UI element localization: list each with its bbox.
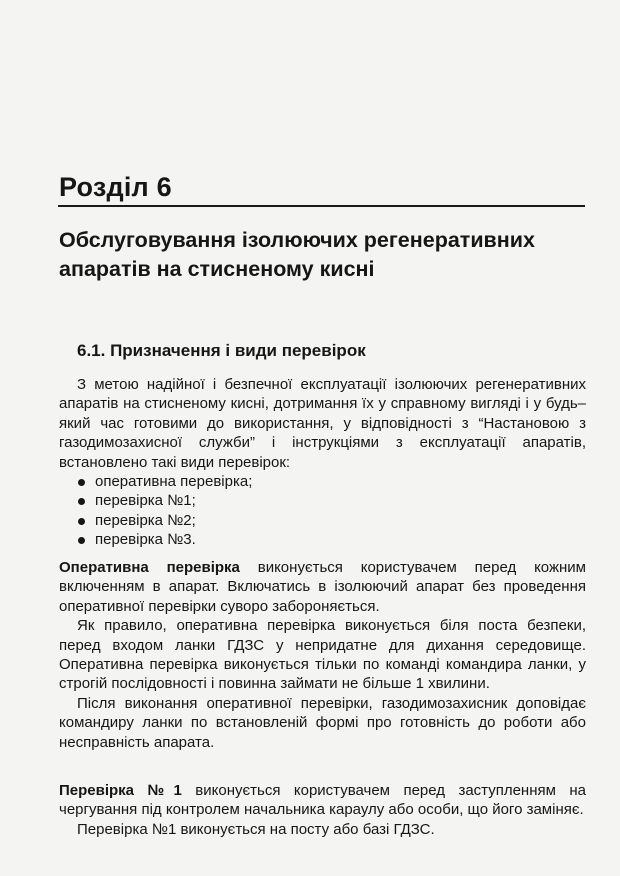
chapter-rule [58, 205, 585, 207]
bullet-icon [78, 479, 85, 486]
operative-paragraph-3: Після виконання оперативної перевірки, газодимозахисник доповідає командиру ланки по встановленій формі про готовність до роботи або несправність апарата. [59, 694, 586, 751]
operative-text-1: виконується користувачем перед кожним включенням в апарат. Включатись в ізолюючий апарат без проведення оперативної перевірки суворо забороняється. [59, 559, 586, 615]
list-item [77, 472, 586, 491]
checks-list [59, 472, 586, 550]
bullet-icon [78, 498, 85, 505]
bullet-icon [78, 518, 85, 525]
operative-paragraph-1 [59, 558, 586, 616]
operative-term: Оперативна перевірка [59, 559, 240, 576]
list-item-text: перевірка №2; [95, 511, 196, 529]
operative-block [59, 558, 586, 752]
list-item-text: перевірка №1; [95, 492, 196, 510]
list-item-text: оперативна перевірка; [95, 473, 253, 491]
list-item-text: перевірка №3. [95, 531, 196, 549]
chapter-title: Обслуговування ізолюючих регенеративних апаратів на стисненому кисні [59, 228, 535, 281]
intro-block [59, 375, 586, 550]
bullet-icon [78, 537, 85, 544]
chapter-heading: Розділ 6 [59, 172, 172, 202]
list-item [77, 511, 586, 530]
check1-block [59, 781, 586, 839]
check1-paragraph-2: Перевірка №1 виконується на посту або базі ГДЗС. [77, 820, 435, 838]
check1-term: Перевірка №1 [59, 782, 182, 799]
section-heading: 6.1. Призначення і види перевірок [77, 341, 366, 360]
list-item [77, 530, 586, 549]
intro-paragraph: З метою надійної і безпечної експлуатації ізолюючих регенеративних апаратів на стисненому кисні, дотримання їх у справному вигляді і у будь–який час готовими до використання, у відповідності з “Настановою з газодимозахисної служби” і інструкціями з експлуатації апаратів, встановлено такі види перевірок: [59, 376, 586, 471]
check1-text-1: виконується користувачем перед заступленням на чергування під контролем начальника караулу або особи, що його заміняє. [59, 782, 587, 819]
list-item [77, 491, 586, 510]
operative-paragraph-2: Як правило, оперативна перевірка виконується біля поста безпеки, перед входом ланки ГДЗС у непридатне для дихання середовище. Оперативна перевірка виконується тільки по команді командира ланки, у строгій послідовності і повинна займати не більше 1 хвилини. [59, 617, 586, 693]
check1-paragraph-1 [59, 781, 586, 820]
